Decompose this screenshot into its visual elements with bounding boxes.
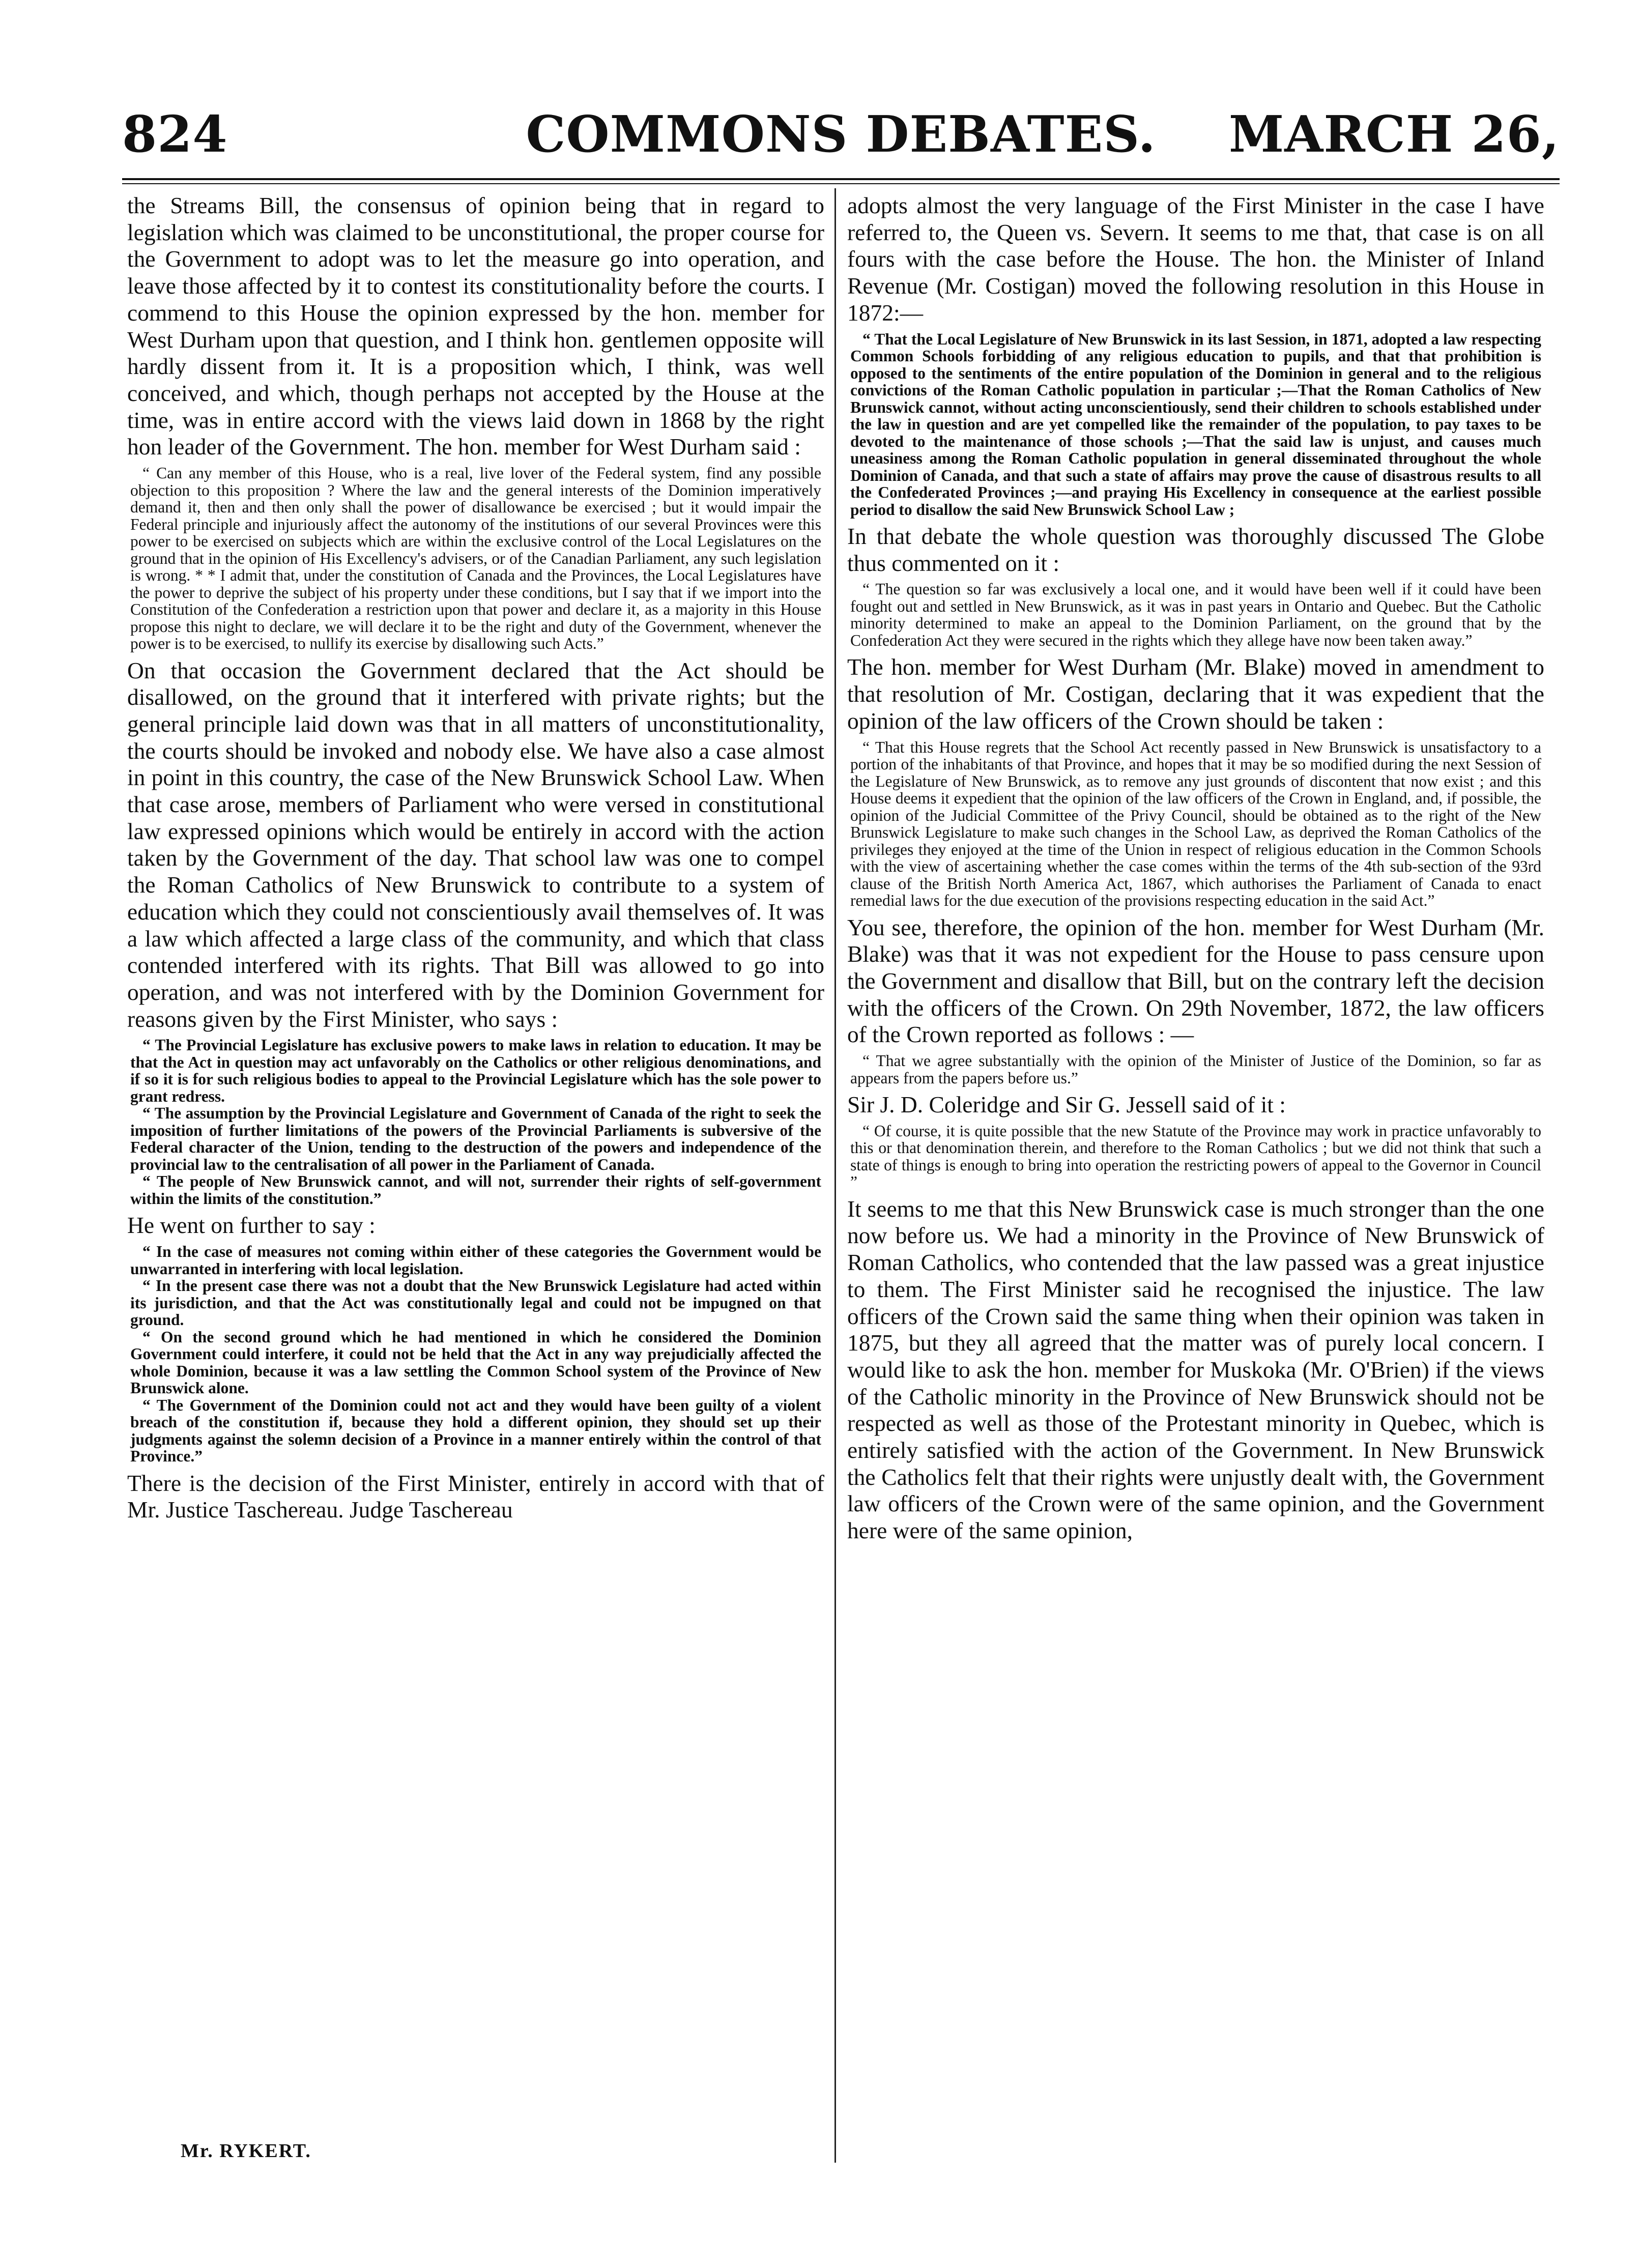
speaker-signature: Mr. RYKERT.	[181, 2140, 311, 2162]
quote-paragraph: “ Of course, it is quite possible that the new Statute of the Province may work in practice unfavorably to this or that denomination therein, and therefore to the Roman Catholics ; but we did not think that such a state of things is enough to bring into operation the restricting powers of appeal to the Governor in Council ”	[850, 1122, 1541, 1191]
paragraph: On that occasion the Government declared that the Act should be disallowed, on the ground that it interfered with private rights; but the general principle laid down was that in all matters of unconstitutionality, the courts should be invoked and nobody else. We have also a case almost in point in this country, the case of the New Brunswick School Law. When that case arose, members of Parliament who were versed in constitutional law expressed opinions which would be entirely in accord with the action taken by the Government of the day. That school law was one to compel the Roman Catholics of New Brunswick to contribute to a system of education which they could not conscientiously avail themselves of. It was a law which affected a large class of the community, and which that class contended interfered with its rights. That Bill was allowed to go into operation, and was not interfered with by the Dominion Government for reasons given by the First Minister, who says :	[127, 657, 824, 1032]
paragraph: You see, therefore, the opinion of the hon. member for West Durham (Mr. Blake) was that it was not expedient for the House to pass censure upon the Government and disallow that Bill, but on the contrary left the decision with the officers of the Crown. On 29th November, 1872, the law officers of the Crown reported as follows : —	[847, 914, 1544, 1048]
quote-paragraph: “ The Government of the Dominion could not act and they would have been guilty of a violent breach of the constitution if, because they hold a different opinion, they should set up their judgments against the solemn decision of a Province in a manner entirely within the control of that Province.”	[130, 1396, 821, 1466]
quote-paragraph: “ The people of New Brunswick cannot, and will not, surrender their rights of self-government within the limits of the constitution.”	[130, 1172, 821, 1208]
left-column	[127, 192, 824, 1524]
block-quote	[847, 1123, 1544, 1191]
publication-title: COMMONS DEBATES.	[526, 105, 1156, 164]
quote-paragraph: “ The assumption by the Provincial Legislature and Government of Canada of the right to seek the imposition of further limitations of the powers of the Provincial Parliaments is subversive of the Federal character of the Union, tending to the destruction of the powers and independence of the provincial law to the centralisation of all power in the Parliament of Canada.	[130, 1104, 821, 1173]
quote-paragraph: “ In the present case there was not a doubt that the New Brunswick Legislature had acted within its jurisdiction, and that the Act was constitutionally legal and could not be impugned on that ground.	[130, 1277, 821, 1329]
page-header	[122, 104, 1560, 176]
block-quote	[127, 1037, 824, 1207]
quote-paragraph: “ Can any member of this House, who is a real, live lover of the Federal system, find any possible objection to this proposition ? Where the law and the general interests of the Dominion imperatively demand it, then and then only shall the power of disallowance be exercised ; but it would impair the Federal principle and injuriously affect the autonomy of the institutions of our several Provinces were this power to be exercised on subjects which are within the exclusive control of the Local Legislatures on the ground that in the opinion of His Excellency's advisers, or of the Canadian Parliament, any such legislation is wrong. * * I admit that, under the constitution of Canada and the Provinces, the Local Legislatures have the power to deprive the subject of his property under these conditions, but I say that if we import into the Constitution of the Confederation a restriction upon that power and declare it, as a majority in this House propose this night to declare, we will declare it to be the right and duty of the Government, whenever the power is to be exercised, to nullify its exercise by disallowing such Acts.”	[130, 464, 821, 653]
quote-paragraph: “ In the case of measures not coming within either of these categories the Government would be unwarranted in interfering with local legislation.	[130, 1243, 821, 1278]
paragraph: There is the decision of the First Minister, entirely in accord with that of Mr. Justice Taschereau. Judge Taschereau	[127, 1470, 824, 1523]
quote-paragraph: “ That we agree substantially with the opinion of the Minister of Justice of the Dominion, so far as appears from the papers before us.”	[850, 1052, 1541, 1087]
header-rule	[122, 178, 1560, 180]
quote-paragraph: “ That the Local Legislature of New Brunswick in its last Session, in 1871, adopted a law respecting Common Schools forbidding of any religious education to pupils, and that that prohibition is opposed to the sentiments of the entire population of the Dominion in general and to the religious convictions of the Roman Catholic population in particular ;—That the Roman Catholics of New Brunswick cannot, without acting unconscientiously, send their children to schools established under the law in question and are yet compelled like the remainder of the population, to pay taxes to be devoted to the maintenance of those schools ;—That the said law is unjust, and causes much uneasiness among the Roman Catholic population in general disseminated throughout the whole Dominion of Canada, and that such a state of affairs may prove the cause of disastrous results to all the Confederated Provinces ;—and praying His Excellency in consequence at the earliest possible period to disallow the said New Brunswick School Law ;	[850, 330, 1541, 519]
quote-paragraph: “ The question so far was exclusively a local one, and it would have been well if it could have been fought out and settled in New Brunswick, as it was in past years in Ontario and Quebec. But the Catholic minority determined to make an appeal to the Dominion Parliament, on the ground that by the Confederation Act they were secured in the rights which they allege have now been taken away.”	[850, 580, 1541, 649]
right-column	[847, 192, 1544, 1544]
paragraph: adopts almost the very language of the First Minister in the case I have referred to, the Queen vs. Severn. It seems to me that, that case is on all fours with the case before the House. The hon. the Minister of Inland Revenue (Mr. Costigan) moved the following resolution in this House in 1872:—	[847, 192, 1544, 326]
paragraph: In that debate the whole question was thoroughly discussed The Globe thus commented on it :	[847, 523, 1544, 576]
block-quote	[127, 1243, 824, 1465]
block-quote	[847, 739, 1544, 909]
paragraph: Sir J. D. Coleridge and Sir G. Jessell said of it :	[847, 1092, 1286, 1118]
page-date: MARCH 26,	[1228, 105, 1560, 164]
paragraph: He went on further to say :	[127, 1212, 376, 1239]
block-quote	[847, 1052, 1544, 1086]
page-number: 824	[122, 105, 228, 164]
quote-paragraph: “ The Provincial Legislature has exclusive powers to make laws in relation to education. It may be that the Act in question may act unfavorably on the Catholics or other religious denominations, and if so it is for such religious bodies to appeal to the Provincial Legislature which has the sole power to grant redress.	[130, 1036, 821, 1105]
paragraph: It seems to me that this New Brunswick case is much stronger than the one now before us. We had a minority in the Province of New Brunswick of Roman Catholics, who contended that the law passed was a great injustice to them. The First Minister said he recognised the injustice. The law officers of the Crown said the same thing when their opinion was taken in 1875, but they all agreed that the matter was of purely local concern. I would like to ask the hon. member for Muskoka (Mr. O'Brien) if the views of the Catholic minority in the Province of New Brunswick should not be respected as well as those of the Protestant minority in Quebec, which is entirely satisfied with the action of the Government. In New Brunswick the Catholics felt that their rights were unjustly dealt with, the Government law officers of the Crown were of the same opinion, and the Government here were of the same opinion,	[847, 1195, 1544, 1544]
block-quote	[847, 581, 1544, 649]
block-quote	[127, 465, 824, 652]
quote-paragraph: “ On the second ground which he had mentioned in which he considered the Dominion Government could interfere, it could not be held that the Act in any way prejudicially affected the whole Dominion, because it was a law settling the Common School system of the Province of New Brunswick alone.	[130, 1328, 821, 1397]
block-quote	[847, 331, 1544, 519]
paragraph: the Streams Bill, the consensus of opinion being that in regard to legislation which was claimed to be unconstitutional, the proper course for the Government to adopt was to let the measure go into operation, and leave those affected by it to contest its constitutionality before the courts. I commend to this House the opinion expressed by the hon. member for West Durham upon that question, and I think hon. gentlemen opposite will hardly dissent from it. It is a proposition which, I think, was well conceived, and which, though perhaps not accepted by the House at the time, was in entire accord with the views laid down in 1868 by the right hon leader of the Government. The hon. member for West Durham said :	[127, 192, 824, 460]
column-divider	[834, 188, 836, 2163]
header-rule-thin	[122, 183, 1560, 184]
quote-paragraph: “ That this House regrets that the School Act recently passed in New Brunswick is unsatisfactory to a portion of the inhabitants of that Province, and hopes that it may be so modified during the next Session of the Legislature of New Brunswick, as to remove any just grounds of discontent that now exist ; and this House deems it expedient that the opinion of the law officers of the Crown in England, and, if possible, the opinion of the Judicial Committee of the Privy Council, should be obtained as to the right of the New Brunswick Legislature to make such changes in the School Law, as deprived the Roman Catholics of the privileges they enjoyed at the time of the Union in respect of religious education in the Common Schools with the view of ascertaining whether the case comes within the terms of the 4th sub-section of the 93rd clause of the British North America Act, 1867, which authorises the Parliament of Canada to enact remedial laws for the due execution of the provisions respecting education in the said Act.”	[850, 738, 1541, 910]
paragraph: The hon. member for West Durham (Mr. Blake) moved in amendment to that resolution of Mr. Costigan, declaring that it was expedient that the opinion of the law officers of the Crown should be taken :	[847, 654, 1544, 734]
